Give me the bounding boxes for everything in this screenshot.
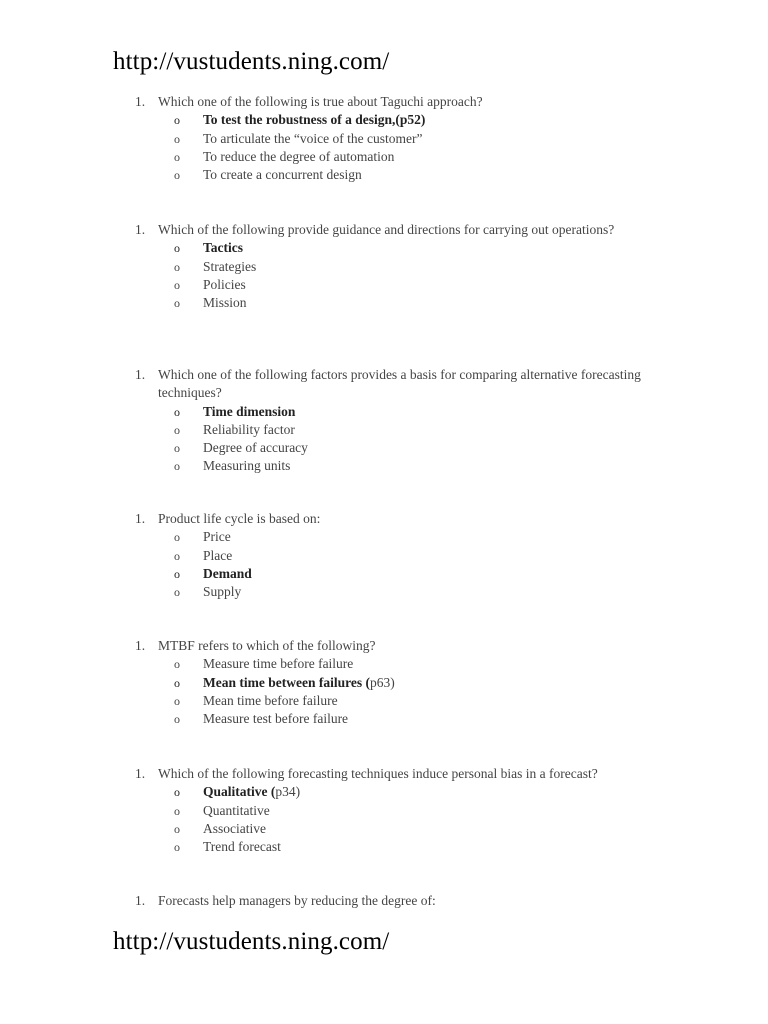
option-item (135, 130, 675, 148)
question-number: 1. (135, 511, 146, 526)
question-text: MTBF refers to which of the following? (158, 638, 376, 653)
question-block (135, 510, 675, 601)
question-text: Which one of the following is true about Taguchi approach? (158, 94, 483, 109)
question-text: Which one of the following factors provides a basis for comparing alternative forecasting techniques? (158, 367, 641, 401)
bullet: o (174, 657, 180, 672)
option-item (135, 403, 675, 421)
option-text: Place (203, 547, 233, 563)
bullet: o (174, 693, 180, 708)
option-text: p63) (369, 674, 395, 690)
option-list (135, 655, 675, 728)
question-block (135, 637, 675, 728)
option-item (135, 674, 675, 692)
bullet: o (174, 131, 180, 146)
bullet: o (174, 168, 180, 183)
question-number: 1. (135, 893, 146, 908)
bullet: o (174, 785, 180, 800)
option-list (135, 111, 675, 184)
option-text: Quantitative (203, 802, 270, 818)
question-text: Which of the following forecasting techniques induce personal bias in a forecast? (158, 766, 598, 781)
option-item (135, 528, 675, 546)
option-item (135, 276, 675, 294)
option-item (135, 838, 675, 856)
option-text: Supply (203, 584, 242, 600)
option-item (135, 166, 675, 184)
footer-url[interactable]: http://vustudents.ning.com/ (113, 928, 390, 955)
option-text: Price (203, 529, 231, 545)
option-item (135, 439, 675, 457)
option-text: Strategies (203, 258, 257, 274)
option-answer: To test the robustness of a design,(p52) (203, 112, 426, 128)
option-item (135, 820, 675, 838)
question-number: 1. (135, 638, 146, 653)
question-block (135, 765, 675, 856)
option-item (135, 783, 675, 801)
option-answer: Demand (203, 565, 252, 581)
option-text: p34) (275, 784, 301, 800)
question-block (135, 892, 675, 910)
question-block (135, 221, 675, 312)
option-item (135, 583, 675, 601)
option-text: Associative (203, 820, 266, 836)
question-block (135, 93, 675, 184)
option-item (135, 802, 675, 820)
option-item (135, 148, 675, 166)
option-text: To create a concurrent design (203, 167, 362, 183)
question-number: 1. (135, 222, 146, 237)
option-list (135, 528, 675, 601)
bullet: o (174, 840, 180, 855)
option-list (135, 783, 675, 856)
option-item (135, 692, 675, 710)
bullet: o (174, 566, 180, 581)
option-text: Degree of accuracy (203, 440, 308, 456)
option-text: Policies (203, 276, 246, 292)
bullet: o (174, 675, 180, 690)
bullet: o (174, 404, 180, 419)
option-text: Trend forecast (203, 839, 281, 855)
bullet: o (174, 585, 180, 600)
option-answer: Mean time between failures ( (203, 674, 370, 690)
bullet: o (174, 296, 180, 311)
bullet: o (174, 459, 180, 474)
option-answer: Time dimension (203, 403, 296, 419)
header-url[interactable]: http://vustudents.ning.com/ (113, 48, 390, 75)
option-answer: Tactics (203, 240, 243, 256)
question-number: 1. (135, 94, 146, 109)
bullet: o (174, 422, 180, 437)
option-item (135, 655, 675, 673)
option-list (135, 239, 675, 312)
bullet: o (174, 821, 180, 836)
question-block (135, 366, 675, 476)
option-answer: Qualitative ( (203, 784, 276, 800)
option-text: Mission (203, 295, 247, 311)
option-text: Measuring units (203, 458, 291, 474)
bullet: o (174, 277, 180, 292)
bullet: o (174, 113, 180, 128)
option-item (135, 710, 675, 728)
option-item (135, 421, 675, 439)
option-text: Measure time before failure (203, 656, 354, 672)
bullet: o (174, 259, 180, 274)
option-text: To reduce the degree of automation (203, 148, 395, 164)
option-text: Reliability factor (203, 421, 295, 437)
bullet: o (174, 803, 180, 818)
option-item (135, 457, 675, 475)
option-item (135, 258, 675, 276)
bullet: o (174, 149, 180, 164)
option-item (135, 565, 675, 583)
option-text: Measure test before failure (203, 711, 349, 727)
option-text: To articulate the “voice of the customer” (203, 130, 423, 146)
option-list (135, 403, 675, 476)
option-item (135, 294, 675, 312)
option-item (135, 547, 675, 565)
question-text: Product life cycle is based on: (158, 511, 321, 526)
question-text: Which of the following provide guidance and directions for carrying out operations? (158, 222, 615, 237)
question-number: 1. (135, 367, 146, 382)
bullet: o (174, 241, 180, 256)
question-text: Forecasts help managers by reducing the degree of: (158, 893, 436, 908)
question-number: 1. (135, 766, 146, 781)
bullet: o (174, 712, 180, 727)
option-item (135, 239, 675, 257)
bullet: o (174, 548, 180, 563)
bullet: o (174, 441, 180, 456)
option-text: Mean time before failure (203, 692, 338, 708)
bullet: o (174, 530, 180, 545)
option-item (135, 111, 675, 129)
